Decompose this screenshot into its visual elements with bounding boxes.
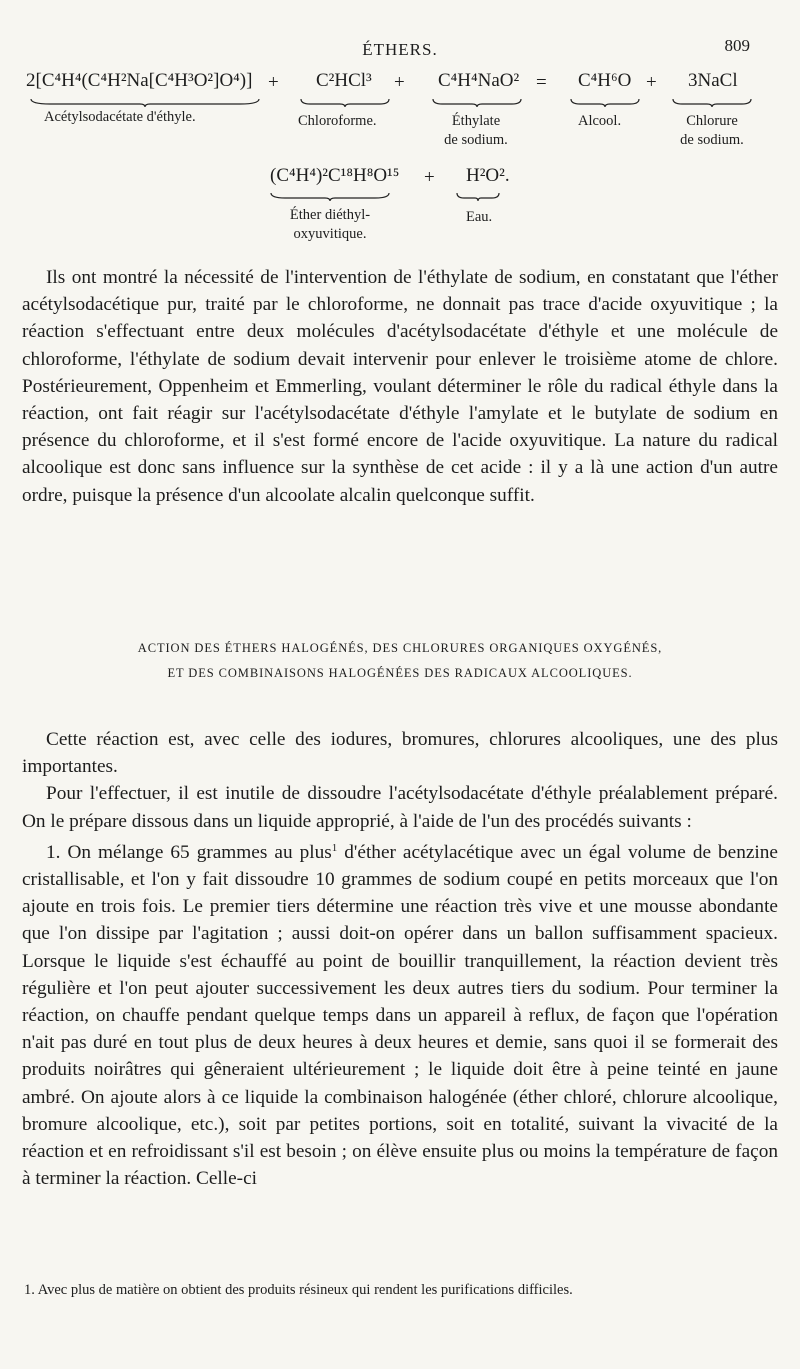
plus-sign: + [394,72,405,93]
equals-sign: = [536,72,547,93]
underbrace [456,192,500,200]
paragraph-text: Ils ont montré la nécessité de l'intervention de l'éthylate de sodium, en constatant que l'éther acétylsodacétique pur, traité par le chloroforme, ne donnait pas trace d'acide oxyuvitique ; la réaction s'effectuant entre deux molécules d'acétylsodacétate d'éthyle et une molécule de chloroforme, l'éthylate de sodium devait intervenir pour enlever le troisième atome de chlore. Postérieurement, Oppenheim et Emmerling, voulant déterminer le rôle du radical éthyle dans la réaction, ont fait réagir sur l'acétylsodacétate d'éthyle l'amylate et le butylate de sodium en présence du chloroforme, et il s'est formé encore de l'acide oxyuvitique. La nature du radical alcoolique est donc sans influence sur la synthèse de cet acide : il y a là une action d'un autre ordre, puisque la présence d'un alcoolate alcalin quelconque suffit. [22,267,778,506]
formula-alcohol: C⁴H⁶O [578,70,632,91]
formula-chloroform: C²HCl³ [316,70,372,91]
label-ethylate-line2: de sodium. [444,132,508,148]
paragraph-text: Cette réaction est, avec celle des iodures, bromures, chlorures alcooliques, une des plus importantes. [22,729,778,778]
underbrace [300,98,390,106]
label-ethylate [420,112,532,150]
footnote-marker: 1 [331,841,338,854]
label-alcohol: Alcool. [578,113,622,129]
label-sodium-chloride [662,112,762,150]
label-sodium-chloride-line2: de sodium. [680,132,744,148]
formula-acetylsodacetate: 2[C⁴H⁴(C⁴H²Na[C⁴H³O²]O⁴)] [26,70,253,91]
label-water: Eau. [466,209,493,225]
label-diethyl-oxyuvitate [268,206,392,244]
paragraph [22,264,778,509]
paragraph-rest: d'éther acétylacétique avec un égal volume de benzine cristallisable, et l'on y fait dissoudre 10 grammes de sodium coupé en petits morceaux que l'on ajoute en trois fois. Le premier tiers détermine une réaction très vive et une mousse abondante que l'on dissipe par l'agitation ; aussi doit-on opérer dans un ballon suffisamment spacieux. Lorsque le liquide s'est échauffé au point de bouillir tranquillement, la réaction devient très régulière et l'on peut ajouter successivement les deux autres tiers du sodium. Pour terminer la réaction, on chauffe pendant quelque temps dans un appareil à reflux, de façon que l'opération n'ait pas duré en tout plus de deux heures à deux heures et demie, sans quoi il se formerait des produits noirâtres qui gêneraient ultérieurement ; le liquide doit être à peine teinté en jaune ambré. On ajoute alors à ce liquide la combinaison halogénée (éther chloré, chlorure alcoolique, bromure alcoolique, etc.), soit par petites portions, soit en totalité, suivant la vivacité de la réaction et en refroidissant s'il est besoin ; on élève ensuite plus ou moins la température de façon à terminer la réaction. Celle-ci [22,841,778,1190]
label-ethylate-line1: Éthylate [451,113,501,129]
paragraph-start: 1. On mélange 65 grammes au plus [46,841,332,863]
label-sodium-chloride-line1: Chlorure [686,113,738,129]
formula-sodium-chloride: 3NaCl [688,70,738,91]
label-ether-line2: oxyuvitique. [293,226,367,242]
paragraph-text: Pour l'effectuer, il est inutile de dissoudre l'acétylsodacétate d'éthyle préalablement préparé. On le prépare dissous dans un liquide approprié, à l'aide de l'un des procédés suivants : [22,783,778,832]
label-ether-line1: Éther diéthyl- [289,207,371,223]
underbrace [672,98,752,106]
underbrace [570,98,640,106]
section-heading-line2: ET DES COMBINAISONS HALOGÉNÉES DES RADICAUX ALCOOLIQUES. [167,666,633,680]
paragraph-numbered [22,835,778,1193]
formula-water: H²O². [466,165,510,186]
underbrace [432,98,522,106]
plus-sign: + [268,72,279,93]
footnote: 1. Avec plus de matière on obtient des produits résineux qui rendent les purifications difficiles. [24,1282,573,1298]
paragraph [22,726,778,1192]
label-chloroform: Chloroforme. [298,113,377,129]
plus-sign: + [646,72,657,93]
label-acetylsodacetate: Acétylsodacétate d'éthyle. [44,109,196,125]
formula-diethyl-oxyuvitate: (C⁴H⁴)²C¹⁸H⁸O¹⁵ [270,165,400,186]
section-heading [20,636,780,686]
underbrace [270,192,390,200]
section-heading-line1: ACTION DES ÉTHERS HALOGÉNÉS, DES CHLORURES ORGANIQUES OXYGÉNÉS, [137,641,663,655]
page-number: 809 [724,36,750,55]
underbrace [30,98,260,106]
formula-sodium-ethylate: C⁴H⁴NaO² [438,70,520,91]
running-header: ÉTHERS. [362,40,438,59]
plus-sign: + [424,167,435,188]
